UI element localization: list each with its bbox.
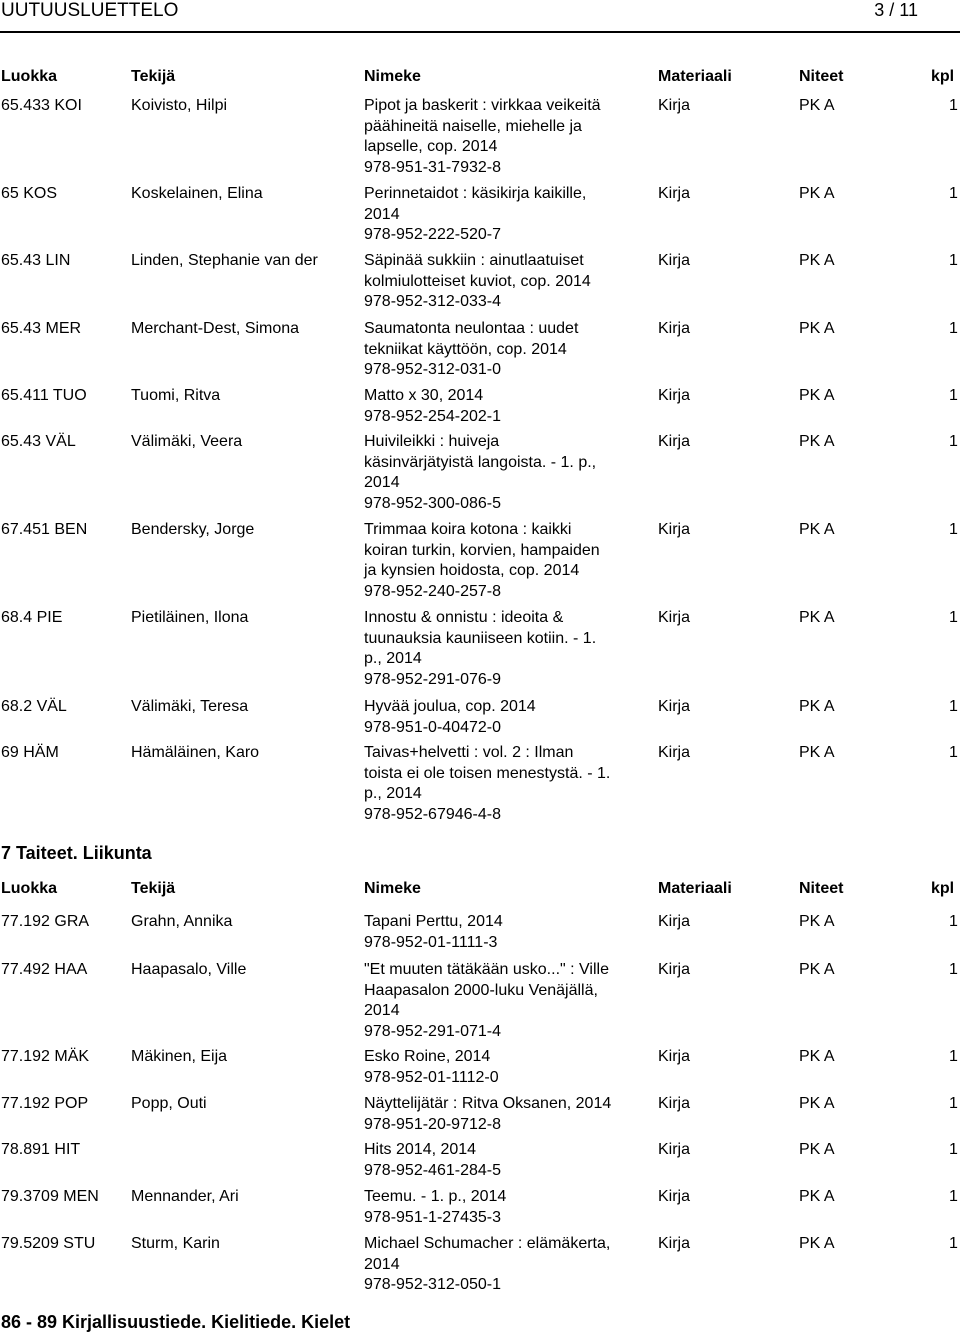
entry-title-line: Pipot ja baskerit : virkkaa veikeitä [364,97,601,114]
entry-luokka: 79.5209 STU [1,1235,96,1252]
col-materiaali: Materiaali [658,880,732,897]
col-nimeke: Nimeke [364,880,421,897]
entry-title-line: 978-952-01-1112-0 [364,1068,499,1086]
entry-nimeke [364,697,649,738]
entry-title-line: lapselle, cop. 2014 [364,138,498,156]
entry-title-line: 978-952-312-033-4 [364,293,501,311]
entry-title-line: Saumatonta neulontaa : uudet [364,320,579,337]
entry-materiaali: Kirja [658,1141,691,1158]
entry-materiaali: Kirja [658,433,691,450]
entry-nimeke [364,1187,649,1228]
entry-kpl: 1 [949,1095,958,1112]
section-title: 86 - 89 Kirjallisuustiede. Kielitiede. Kielet [1,1312,351,1332]
entry-nimeke [364,1234,649,1296]
entry-kpl: 1 [949,320,958,337]
entry-title-line: tekniikat käyttöön, cop. 2014 [364,340,567,358]
entry-niteet: PK A [799,433,835,450]
entry-kpl: 1 [949,1048,958,1065]
entry-title-line: 978-952-222-520-7 [364,226,501,244]
col-kpl: kpl [931,880,955,897]
entry-luokka: 65.433 KOI [1,97,82,114]
entry-title-line: 978-951-20-9712-8 [364,1115,501,1133]
entry-nimeke [364,1140,649,1181]
entry-title-line: toista ei ole toisen menestystä. - 1. [364,764,611,782]
entry-title-line: 2014 [364,1002,400,1020]
entry-title-line: 978-952-67946-4-8 [364,805,501,823]
entry-nimeke [364,251,649,313]
entry-title-line: koiran turkin, korvien, hampaiden [364,541,600,559]
entry-title-line: 978-952-291-071-4 [364,1022,501,1040]
entry-luokka: 79.3709 MEN [1,1188,99,1205]
entry-luokka: 69 HÄM [1,744,59,761]
entry-title-line: 978-952-240-257-8 [364,582,501,600]
entry-niteet: PK A [799,1095,835,1112]
entry-kpl: 1 [949,698,958,715]
col-luokka: Luokka [1,880,58,897]
entry-materiaali: Kirja [658,913,691,930]
entry-kpl: 1 [949,521,958,538]
entry-nimeke [364,386,649,427]
entry-title-line: päähineitä naiselle, miehelle ja [364,117,582,135]
entry-title-line: 978-952-01-1111-3 [364,933,498,951]
entry-nimeke [364,1047,649,1088]
entry-title-line: 978-952-300-086-5 [364,494,501,512]
entry-title-line: Innostu & onnistu : ideoita & [364,609,564,626]
entry-nimeke [364,743,649,825]
entry-kpl: 1 [949,252,958,269]
entry-title-line: Tapani Perttu, 2014 [364,913,503,930]
entry-title-line: Matto x 30, 2014 [364,387,484,404]
entry-title-line: p., 2014 [364,650,422,668]
entry-title-line: 2014 [364,474,400,492]
col-nimeke: Nimeke [364,68,421,85]
entry-kpl: 1 [949,433,958,450]
entry-materiaali: Kirja [658,1048,691,1065]
page-number: 3 / 11 [874,0,918,20]
entry-title-line: 2014 [364,1255,400,1273]
entry-nimeke [364,912,649,953]
entry-title-line: Säpinää sukkiin : ainutlaatuiset [364,252,584,269]
entry-title-line: Michael Schumacher : elämäkerta, [364,1235,611,1252]
entry-tekija: Välimäki, Veera [131,433,243,450]
entry-tekija: Mäkinen, Eija [131,1048,228,1065]
entry-title-line: 978-952-291-076-9 [364,670,501,688]
entry-luokka: 68.2 VÄL [1,698,67,715]
entry-title-line: 978-951-31-7932-8 [364,158,501,176]
entry-materiaali: Kirja [658,1095,691,1112]
column-headers [0,880,960,902]
entry-luokka: 77.192 POP [1,1095,89,1112]
entry-kpl: 1 [949,609,958,626]
entry-niteet: PK A [799,320,835,337]
entry-luokka: 65.43 MER [1,320,82,337]
entry-luokka: 68.4 PIE [1,609,63,626]
entry-niteet: PK A [799,609,835,626]
entry-tekija: Pietiläinen, Ilona [131,609,249,626]
entry-luokka: 65.43 LIN [1,252,71,269]
entry-title-line: "Et muuten tätäkään usko..." : Ville [364,961,609,978]
entry-title-line: p., 2014 [364,785,422,803]
entry-title-line: 2014 [364,205,400,223]
entry-tekija: Koivisto, Hilpi [131,97,228,114]
entry-title-line: Esko Roine, 2014 [364,1048,491,1065]
entry-tekija: Sturm, Karin [131,1235,220,1252]
entry-title-line: 978-951-0-40472-0 [364,718,501,736]
entry-luokka: 65 KOS [1,185,58,202]
col-tekija: Tekijä [131,68,176,85]
col-materiaali: Materiaali [658,68,732,85]
entry-tekija: Tuomi, Ritva [131,387,221,404]
entry-tekija: Bendersky, Jorge [131,521,255,538]
entry-title-line: Näyttelijätär : Ritva Oksanen, 2014 [364,1095,612,1112]
entry-niteet: PK A [799,1141,835,1158]
entry-nimeke [364,1094,649,1135]
entry-tekija: Välimäki, Teresa [131,698,249,715]
entry-tekija: Hämäläinen, Karo [131,744,260,761]
entry-kpl: 1 [949,97,958,114]
entry-materiaali: Kirja [658,609,691,626]
entry-tekija: Grahn, Annika [131,913,233,930]
entry-kpl: 1 [949,1188,958,1205]
page-header [0,0,960,26]
entry-title-line: 978-952-312-031-0 [364,361,501,379]
col-niteet: Niteet [799,880,844,897]
entry-title-line: tuunauksia kauniiseen kotiin. - 1. [364,629,597,647]
entry-kpl: 1 [949,1235,958,1252]
entry-materiaali: Kirja [658,1188,691,1205]
entry-luokka: 67.451 BEN [1,521,88,538]
entry-title-line: 978-952-461-284-5 [364,1161,501,1179]
entry-title-line: Perinnetaidot : käsikirja kaikille, [364,185,587,202]
entry-kpl: 1 [949,185,958,202]
entry-luokka: 77.192 MÄK [1,1048,90,1065]
entry-luokka: 77.492 HAA [1,961,88,978]
entry-niteet: PK A [799,913,835,930]
entry-luokka: 78.891 HIT [1,1141,81,1158]
entry-niteet: PK A [799,744,835,761]
entry-niteet: PK A [799,185,835,202]
entry-nimeke [364,96,649,178]
entry-title-line: Huivileikki : huiveja [364,433,500,450]
entry-kpl: 1 [949,1141,958,1158]
entry-luokka: 65.43 VÄL [1,433,76,450]
entry-title-line: 978-951-1-27435-3 [364,1208,501,1226]
entry-materiaali: Kirja [658,97,691,114]
entry-nimeke [364,319,649,381]
entry-kpl: 1 [949,387,958,404]
entry-title-line: Trimmaa koira kotona : kaikki [364,521,572,538]
entry-title-line: kolmiulotteiset kuviot, cop. 2014 [364,272,591,290]
entry-materiaali: Kirja [658,961,691,978]
col-kpl: kpl [931,68,955,85]
column-headers [0,68,960,90]
entry-tekija: Haapasalo, Ville [131,961,247,978]
entry-title-line: ja kynsien hoidosta, cop. 2014 [364,562,580,580]
entry-niteet: PK A [799,1235,835,1252]
entry-tekija: Merchant-Dest, Simona [131,320,300,337]
entry-nimeke [364,960,649,1042]
entry-tekija: Linden, Stephanie van der [131,252,318,269]
entry-title-line: Hyvää joulua, cop. 2014 [364,698,536,715]
entry-niteet: PK A [799,97,835,114]
entry-materiaali: Kirja [658,387,691,404]
document-title: UUTUUSLUETTELO [1,0,179,21]
entry-materiaali: Kirja [658,1235,691,1252]
entry-nimeke [364,184,649,246]
entry-tekija: Mennander, Ari [131,1188,239,1205]
entry-tekija: Popp, Outi [131,1095,207,1112]
entry-tekija: Koskelainen, Elina [131,185,263,202]
entry-niteet: PK A [799,1188,835,1205]
col-tekija: Tekijä [131,880,176,897]
col-niteet: Niteet [799,68,844,85]
section-title: 7 Taiteet. Liikunta [1,843,152,863]
entry-luokka: 77.192 GRA [1,913,90,930]
entry-title-line: Haapasalon 2000-luku Venäjällä, [364,981,598,999]
entry-niteet: PK A [799,521,835,538]
entry-title-line: Hits 2014, 2014 [364,1141,477,1158]
entry-niteet: PK A [799,1048,835,1065]
header-rule [0,31,960,33]
entry-materiaali: Kirja [658,185,691,202]
entry-title-line: Teemu. - 1. p., 2014 [364,1188,507,1205]
entry-niteet: PK A [799,252,835,269]
entry-materiaali: Kirja [658,521,691,538]
entry-materiaali: Kirja [658,320,691,337]
entry-materiaali: Kirja [658,698,691,715]
entry-materiaali: Kirja [658,744,691,761]
entry-materiaali: Kirja [658,252,691,269]
entry-niteet: PK A [799,961,835,978]
entry-kpl: 1 [949,961,958,978]
entry-kpl: 1 [949,913,958,930]
entry-nimeke [364,520,649,602]
entry-title-line: 978-952-254-202-1 [364,407,501,425]
entry-niteet: PK A [799,387,835,404]
entry-luokka: 65.411 TUO [1,387,87,404]
entry-nimeke [364,432,649,514]
col-luokka: Luokka [1,68,58,85]
entry-title-line: 978-952-312-050-1 [364,1276,501,1294]
entry-nimeke [364,608,649,690]
entry-title-line: Taivas+helvetti : vol. 2 : Ilman [364,744,574,761]
entry-kpl: 1 [949,744,958,761]
entry-niteet: PK A [799,698,835,715]
entry-title-line: käsinvärjätyistä langoista. - 1. p., [364,453,597,471]
